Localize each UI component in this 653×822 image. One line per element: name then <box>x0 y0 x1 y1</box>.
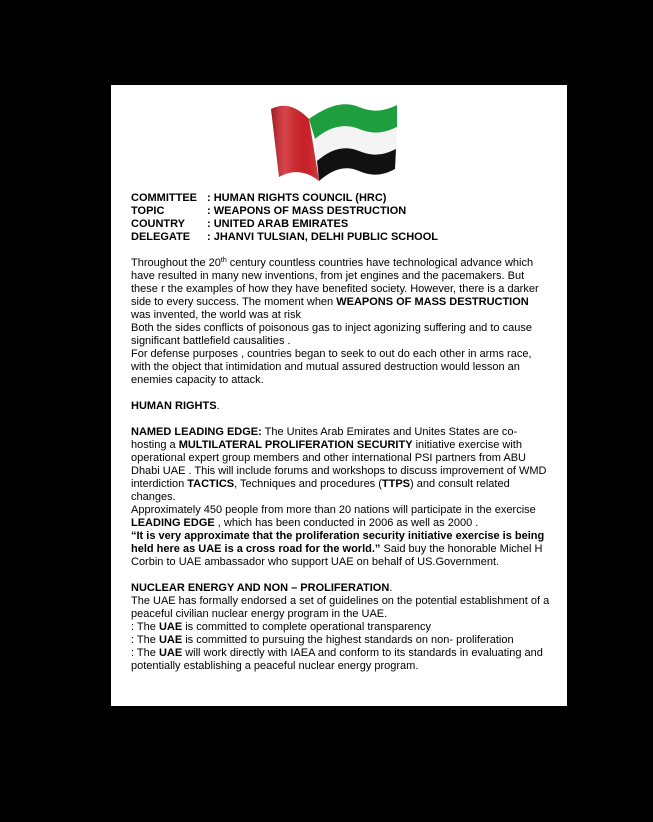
committee-key: COMMITTEE <box>131 192 197 204</box>
intro-paragraph-2: Both the sides conflicts of poisonous gas to inject agonizing suffering and to cause significant battlefield causalities . <box>131 322 532 347</box>
topic-value: : WEAPONS OF MASS DESTRUCTION <box>207 205 407 217</box>
body-text: initiative exercise with operational expert group members and other international PSI partners from ABU Dhabi UAE . This will include forums and workshops to discuss improvement of WMD interdiction <box>131 439 547 490</box>
intro-text: century countless countries have technological advance which have resulted in many new inventions, from jet engines and the pacemakers. But these r the examples of how they have benefited society. However, there is a darker side to every success. The moment when <box>131 257 539 308</box>
nuclear-intro: The UAE has formally endorsed a set of guidelines on the potential establishment of a peaceful civilian nuclear energy program in the UAE. <box>131 595 550 620</box>
intro-paragraph-1 <box>131 257 551 322</box>
bold-term: TTPS <box>381 478 411 490</box>
body-text: Approximately 450 people from more than 20 nations will participate in the exercise <box>131 504 536 516</box>
country-key: COUNTRY <box>131 218 185 230</box>
section-heading: NUCLEAR ENERGY AND NON – PROLIFERATION <box>131 582 390 594</box>
body-text: ) and consult related changes. <box>131 478 510 503</box>
header-row-delegate <box>131 231 551 244</box>
bold-term: MULTILATERAL PROLIFERATION SECURITY <box>178 439 413 451</box>
topic-key: TOPIC <box>131 205 165 217</box>
body-text: , which has been conducted in 2006 as well as 2000 . <box>214 517 479 529</box>
heading-dot: . <box>389 582 393 594</box>
section-heading: HUMAN RIGHTS <box>131 400 217 412</box>
item-text: will work directly with IAEA and conform to its standards in evaluating and potentially establishing a peaceful nuclear energy program. <box>131 647 543 672</box>
leading-edge-paragraph-2 <box>131 504 551 569</box>
uae-flag-icon <box>269 97 401 189</box>
intro-paragraph-3: For defense purposes , countries began to seek to out do each other in arms race, with the object that intimidation and mutual assured destruction would lesson an enemies capacity to attack. <box>131 348 532 386</box>
delegate-value: : JHANVI TULSIAN, DELHI PUBLIC SCHOOL <box>207 231 439 243</box>
document-page <box>111 85 567 706</box>
intro-text: was invented, the world was at risk <box>131 309 301 321</box>
header-block <box>131 192 551 244</box>
leading-edge-paragraph <box>131 426 551 504</box>
country-value: : UNITED ARAB EMIRATES <box>207 218 349 230</box>
delegate-key: DELEGATE <box>131 231 191 243</box>
header-row-topic <box>131 205 551 218</box>
intro-text: Throughout the 20 <box>131 257 221 269</box>
nuclear-item <box>131 621 551 634</box>
item-text: is committed to complete operational transparency <box>182 621 432 633</box>
bold-term: UAE <box>158 647 183 659</box>
superscript: th <box>220 257 227 264</box>
bold-term: TACTICS <box>187 478 235 490</box>
document-body <box>131 192 551 673</box>
heading-dot: . <box>216 400 220 412</box>
header-row-country <box>131 218 551 231</box>
bold-quote: “It is very approximate that the proliferation security initiative exercise is being held here as UAE is a cross road for the world.” <box>131 530 545 555</box>
header-row-committee <box>131 192 551 205</box>
item-text: is committed to pursuing the highest standards on non- proliferation <box>182 634 514 646</box>
item-prefix: : The <box>131 634 159 646</box>
nuclear-item <box>131 647 551 673</box>
body-text: , Techniques and procedures ( <box>234 478 382 490</box>
body-text: The Unites Arab Emirates and Unites States are co-hosting a <box>131 426 518 451</box>
bold-term: WEAPONS OF MASS DESTRUCTION <box>336 296 529 308</box>
human-rights-heading <box>131 400 551 413</box>
bold-term: UAE <box>158 634 183 646</box>
body-text: Said buy the honorable Michel H Corbin to UAE ambassador who support UAE on behalf of US.Government. <box>131 543 543 568</box>
item-prefix: : The <box>131 647 159 659</box>
committee-value: : HUMAN RIGHTS COUNCIL (HRC) <box>207 192 387 204</box>
bold-term: UAE <box>158 621 183 633</box>
nuclear-item <box>131 634 551 647</box>
nuclear-heading <box>131 582 551 595</box>
bold-term: LEADING EDGE <box>131 517 215 529</box>
item-prefix: : The <box>131 621 159 633</box>
section-label: NAMED LEADING EDGE: <box>131 426 262 438</box>
